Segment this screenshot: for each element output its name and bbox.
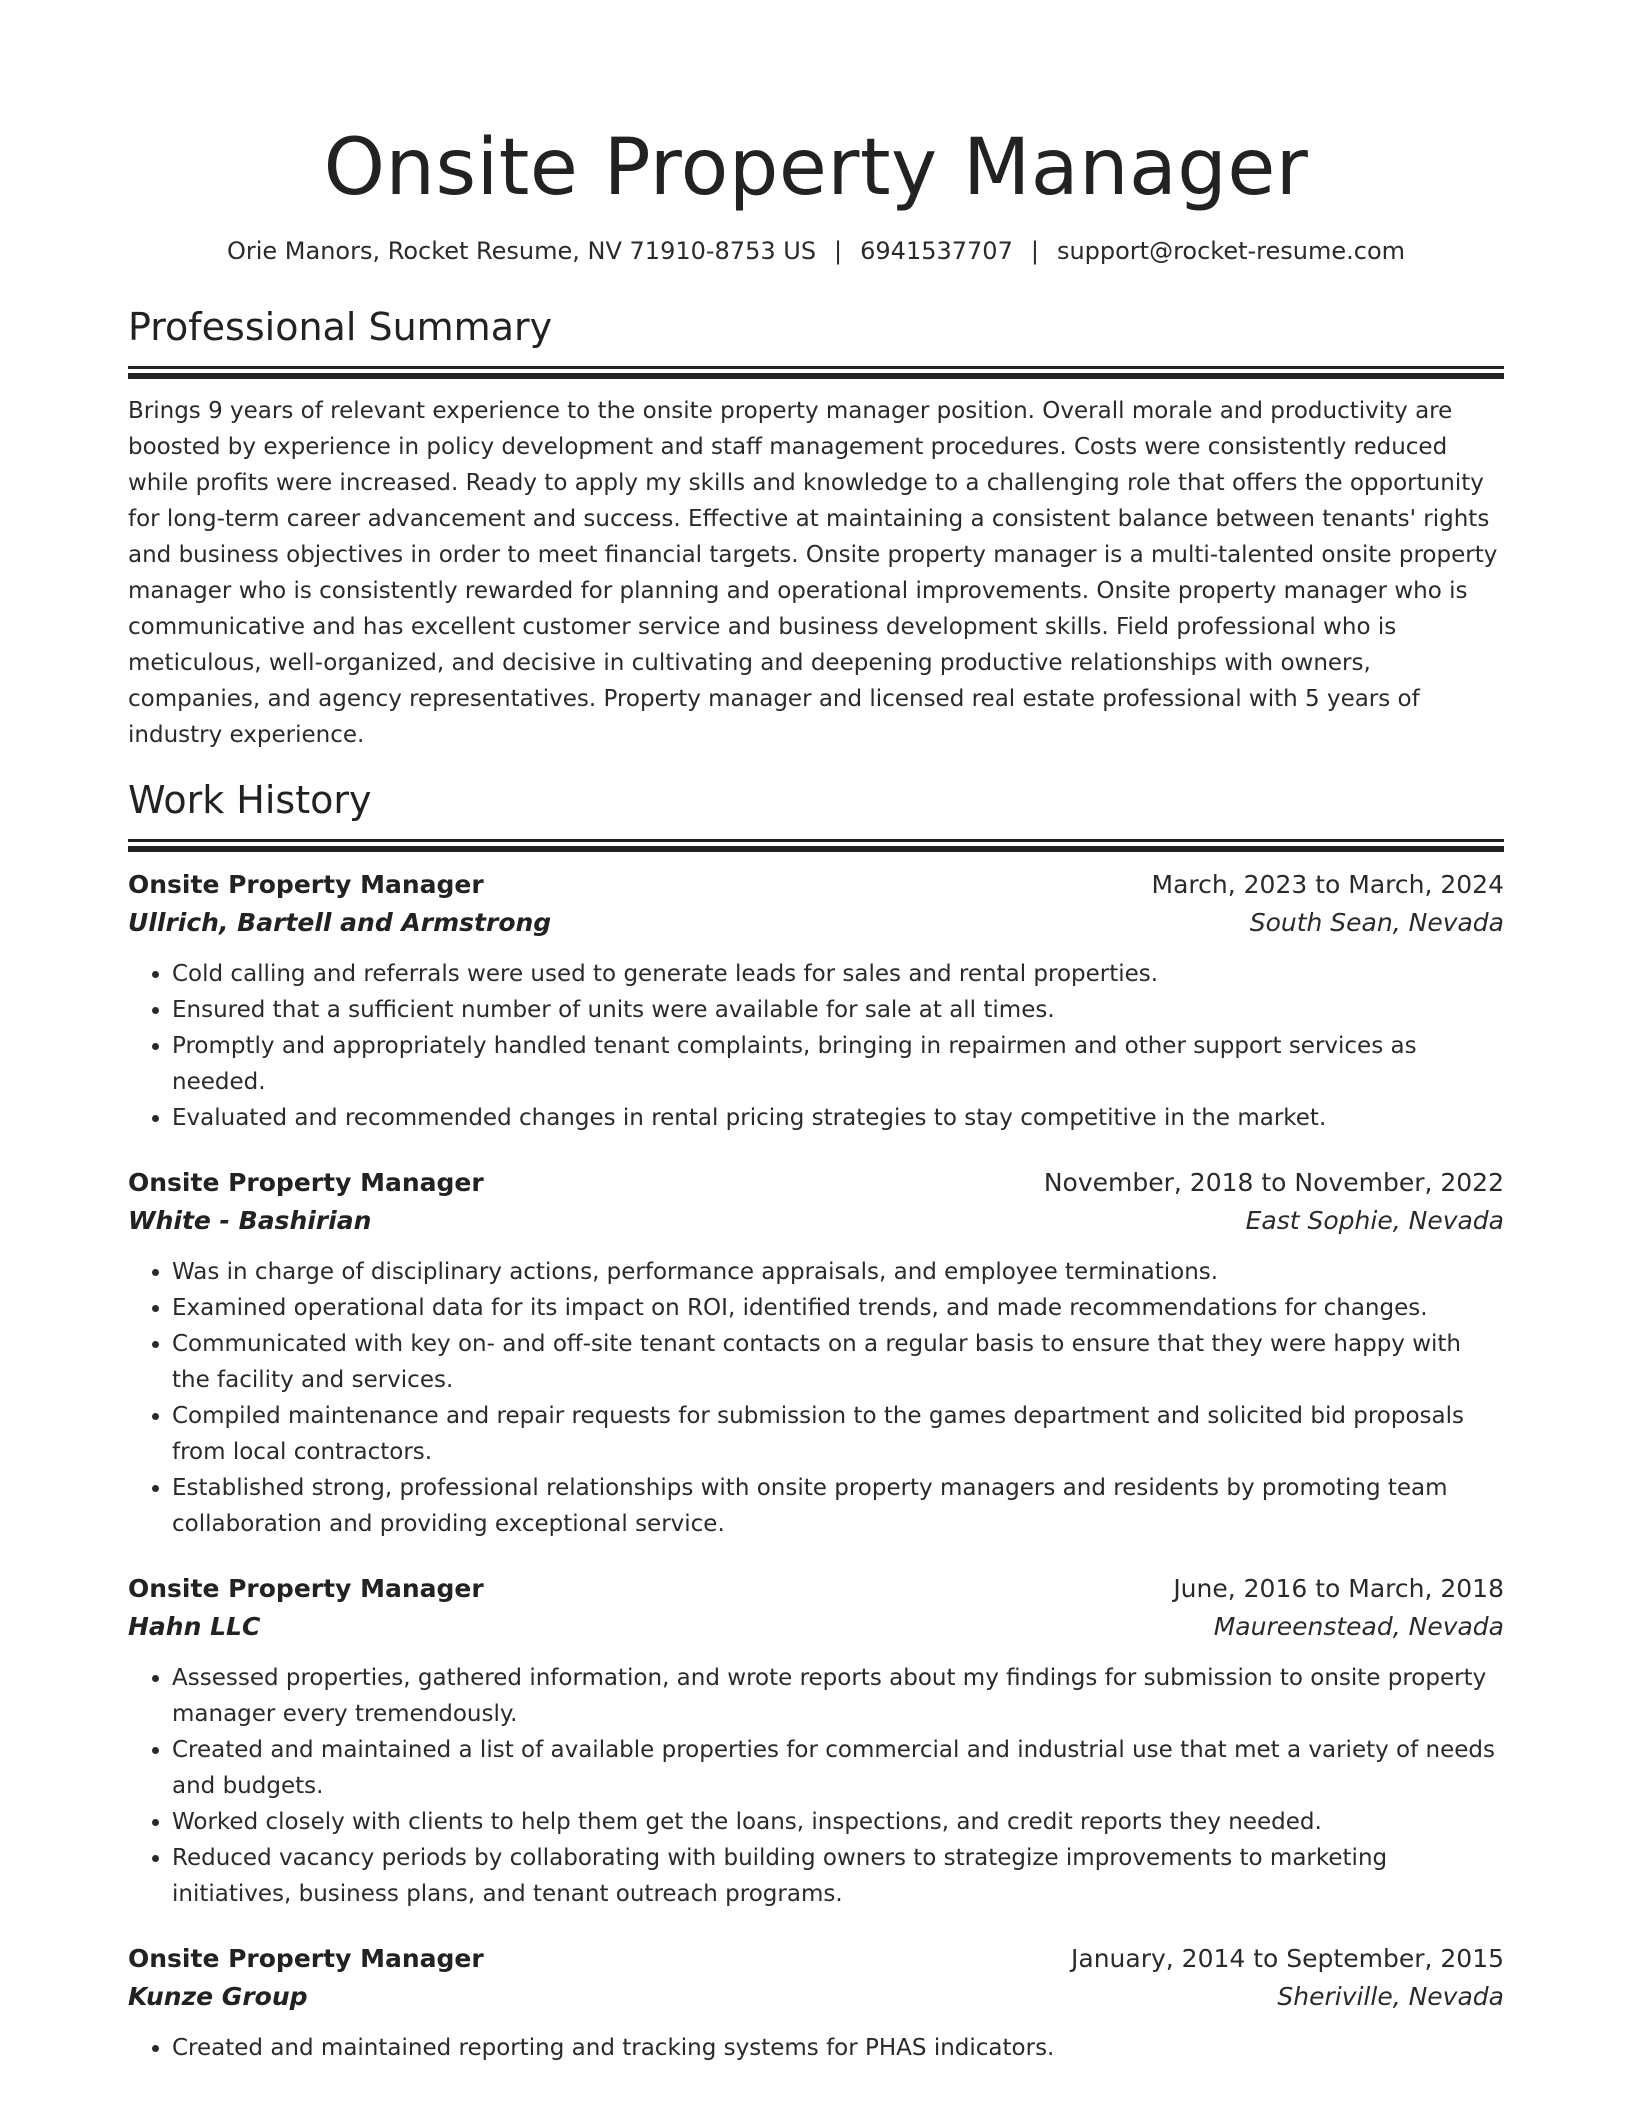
job-bullet: • Compiled maintenance and repair requests for submission to the games department and solicited bid proposals from local contractors. [172, 1398, 1504, 1470]
contact-email: support@rocket-resume.com [1056, 237, 1406, 265]
resume-page [128, 0, 1504, 2066]
job-dates: January, 2014 to September, 2015 [1071, 1944, 1504, 1973]
section-title-work: Work History [128, 778, 372, 822]
job-company: Ullrich, Bartell and Armstrong [128, 908, 552, 937]
section-rule-thick [128, 846, 1504, 852]
job-bullet: • Communicated with key on- and off-site tenant contacts on a regular basis to ensure that they were happy with the facility and services. [172, 1326, 1504, 1398]
job-entry [128, 1164, 1504, 1542]
job-bullet: • Promptly and appropriately handled tenant complaints, bringing in repairmen and other support services as needed. [172, 1028, 1504, 1100]
contact-separator: | [834, 237, 843, 265]
job-bullet: • Evaluated and recommended changes in rental pricing strategies to stay competitive in the market. [172, 1100, 1504, 1136]
section-rule-thick [128, 373, 1504, 379]
job-entry [128, 866, 1504, 1136]
job-title: Onsite Property Manager [128, 1944, 484, 1973]
job-entry [128, 1940, 1504, 2066]
job-location: Maureenstead, Nevada [1213, 1612, 1504, 1641]
section-rule [128, 366, 1504, 369]
contact-line [128, 234, 1504, 268]
job-bullet: • Ensured that a sufficient number of units were available for sale at all times. [172, 992, 1504, 1028]
job-dates: June, 2016 to March, 2018 [1173, 1574, 1504, 1603]
job-bullet: • Reduced vacancy periods by collaborating with building owners to strategize improvements to marketing initiatives, business plans, and tenant outreach programs. [172, 1840, 1504, 1912]
job-bullet: • Was in charge of disciplinary actions, performance appraisals, and employee terminations. [172, 1254, 1504, 1290]
job-location: Sheriville, Nevada [1277, 1982, 1504, 2011]
job-bullet: • Examined operational data for its impact on ROI, identified trends, and made recommendations for changes. [172, 1290, 1504, 1326]
job-location: East Sophie, Nevada [1245, 1206, 1504, 1235]
job-bullets [128, 1660, 1504, 1912]
contact-address: Orie Manors, Rocket Resume, NV 71910-8753 US [226, 237, 817, 265]
job-bullet: • Worked closely with clients to help them get the loans, inspections, and credit reports they needed. [172, 1804, 1504, 1840]
job-company: Kunze Group [128, 1982, 308, 2011]
job-dates: November, 2018 to November, 2022 [1043, 1168, 1504, 1197]
job-bullet: • Created and maintained a list of available properties for commercial and industrial use that met a variety of needs and budgets. [172, 1732, 1504, 1804]
summary-text: Brings 9 years of relevant experience to the onsite property manager position. Overall morale and productivity are boosted by experience in policy development and staff management procedures. Costs were consistently reduced while profits were increased. Ready to apply my skills and knowledge to a challenging role that offers the opportunity for long-term career advancement and success. Effective at maintaining a consistent balance between tenants' rights and business objectives in order to meet financial targets. Onsite property manager is a multi-talented onsite property manager who is consistently rewarded for planning and operational improvements. Onsite property manager who is communicative and has excellent customer service and business development skills. Field professional who is meticulous, well-organized, and decisive in cultivating and deepening productive relationships with owners, companies, and agency representatives. Property manager and licensed real estate professional with 5 years of industry experience. [128, 398, 1498, 748]
job-bullets [128, 1254, 1504, 1542]
job-bullet: • Cold calling and referrals were used to generate leads for sales and rental properties. [172, 956, 1504, 992]
job-bullets [128, 956, 1504, 1136]
job-dates: March, 2023 to March, 2024 [1151, 870, 1504, 899]
professional-summary-section [128, 302, 1504, 753]
contact-separator: | [1030, 237, 1039, 265]
work-history-section [128, 775, 1504, 2066]
job-title: Onsite Property Manager [128, 1168, 484, 1197]
contact-phone: 6941537707 [860, 237, 1013, 265]
resume-name: Onsite Property Manager [323, 123, 1309, 213]
job-company: Hahn LLC [128, 1612, 261, 1641]
job-bullet: • Established strong, professional relationships with onsite property managers and residents by promoting team collaboration and providing exceptional service. [172, 1470, 1504, 1542]
job-title: Onsite Property Manager [128, 870, 484, 899]
job-bullet: • Assessed properties, gathered information, and wrote reports about my findings for submission to onsite property manager every tremendously. [172, 1660, 1504, 1732]
job-bullet: • Created and maintained reporting and tracking systems for PHAS indicators. [172, 2030, 1504, 2066]
job-entry [128, 1570, 1504, 1912]
job-bullets [128, 2030, 1504, 2066]
section-title-summary: Professional Summary [128, 305, 553, 349]
job-title: Onsite Property Manager [128, 1574, 484, 1603]
section-rule [128, 839, 1504, 842]
job-company: White - Bashirian [128, 1206, 372, 1235]
job-location: South Sean, Nevada [1249, 908, 1504, 937]
